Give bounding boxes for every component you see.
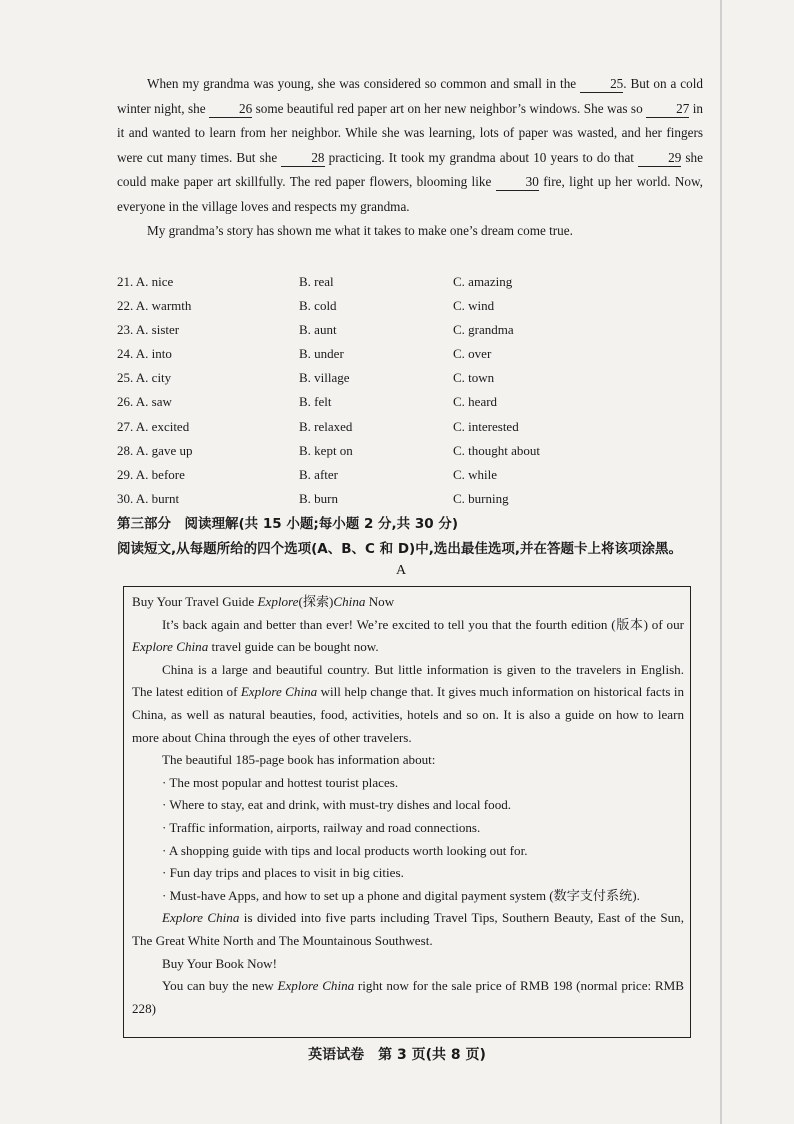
option-a: 30. A. burnt [117,490,180,506]
option-a: 23. A. sister [117,322,180,338]
story-text: she could make paper art skillfully. The red paper flowers, blooming like [117,149,703,189]
option-b: B. kept on [299,442,353,458]
option-b: B. aunt [299,322,337,338]
bullet-item: · Fun day trips and places to visit in big cities. [162,865,404,881]
option-b: B. village [299,370,350,386]
option-c: C. thought about [453,442,541,458]
passage-content [132,591,684,1020]
passage-box [123,586,691,1038]
option-row-27 [117,415,703,439]
story-text: some beautiful red paper art on her new neighbor’s windows. She was so [252,100,647,116]
option-row-23 [117,318,703,342]
option-b: B. real [299,274,334,289]
option-c: C. interested [453,418,519,434]
option-a: 24. A. into [117,346,172,362]
story-text: When my grandma was young, she was considered so common and small in the [147,76,581,91]
passage-paragraph-1: It’s back again and better than ever! We’re excited to tell you that the fourth edition (版本) of our Explore China travel guide can be bought now. [132,616,684,655]
option-row-30 [117,487,703,511]
option-row-28 [117,439,703,463]
option-c: C. wind [453,298,495,314]
option-b: B. felt [299,394,332,410]
option-b: B. cold [299,298,337,314]
story-paragraph-1 [117,72,703,219]
option-c: C. burning [453,490,509,506]
option-row-22 [117,294,703,318]
option-a: 27. A. excited [117,418,190,434]
option-a: 21. A. nice [117,274,174,289]
option-row-24 [117,342,703,366]
story-paragraph-2: My grandma’s story has shown me what it takes to make one’s dream come true. [147,223,573,238]
option-c: C. over [453,346,492,362]
option-row-26 [117,390,703,414]
page-footer: 英语试卷 第 3 页(共 8 页) [308,1047,486,1063]
blank-27: 27 [646,100,689,118]
option-a: 28. A. gave up [117,442,193,458]
bullet-item: · The most popular and hottest tourist places. [162,774,399,790]
story-text: . But on a cold winter night, she [117,76,703,116]
option-b: B. after [299,466,338,482]
option-c: C. amazing [453,274,513,289]
option-a: 22. A. warmth [117,298,192,314]
section-title: 第三部分 阅读理解(共 15 小题;每小题 2 分,共 30 分) [117,516,459,532]
option-row-21 [117,270,703,294]
bullet-item: · Where to stay, eat and drink, with must-try dishes and local food. [162,797,512,813]
option-row-29 [117,463,703,487]
option-row-25 [117,366,703,390]
passage-paragraph-5: Buy Your Book Now! [162,955,277,971]
passage-paragraph-6: You can buy the new Explore China right now for the sale price of RMB 198 (normal price: RMB 228) [132,978,685,1016]
option-c: C. town [453,370,495,386]
passage-paragraph-4: Explore China is divided into five parts including Travel Tips, Southern Beauty, East of the Sun, The Great White North and The Mountainous Southwest. [132,910,685,948]
option-b: B. under [299,346,344,362]
answer-options [117,270,703,511]
page-edge-line [720,0,722,1124]
cloze-story [117,72,703,244]
bullet-item: · Must-have Apps, and how to set up a phone and digital payment system (数字支付系统). [162,887,640,903]
bullet-item: · Traffic information, airports, railway and road connections. [162,819,481,835]
blank-29: 29 [638,149,681,167]
blank-30: 30 [496,173,539,191]
option-a: 29. A. before [117,466,185,482]
option-c: C. grandma [453,322,514,338]
story-text: in it and wanted to learn from her neighbor. While she was learning, lots of paper was wasted, and her fingers were cut many times. But she [117,100,703,165]
story-text: practicing. It took my grandma about 10 years to do that [324,149,639,165]
option-a: 25. A. city [117,370,172,386]
passage-paragraph-3: The beautiful 185-page book has information about: [162,752,436,768]
story-text: fire, light up her world. Now, everyone in the village loves and respects my grandma. [117,174,703,214]
option-c: C. while [453,466,498,482]
option-a: 26. A. saw [117,394,172,410]
option-b: B. relaxed [299,418,353,434]
section-instruction: 阅读短文,从每题所给的四个选项(A、B、C 和 D)中,选出最佳选项,并在答题卡上将该项涂黑。 [117,541,682,557]
option-b: B. burn [299,490,338,506]
blank-28: 28 [281,149,324,167]
blank-26: 26 [209,100,252,118]
passage-title: Buy Your Travel Guide Explore(探索)China Now [132,594,395,609]
bullet-item: · A shopping guide with tips and local products worth looking out for. [162,842,528,858]
passage-letter: A [396,563,407,578]
option-c: C. heard [453,394,498,410]
blank-25: 25 [580,75,623,93]
passage-paragraph-2: China is a large and beautiful country. But little information is given to the travelers in English. The latest edition of Explore China will help change that. It gives much information on historical facts in China, as well as natural beauties, food, activities, hotels and so on. It is also a guide on how to learn more about China through the eyes of other travelers. [132,661,684,745]
